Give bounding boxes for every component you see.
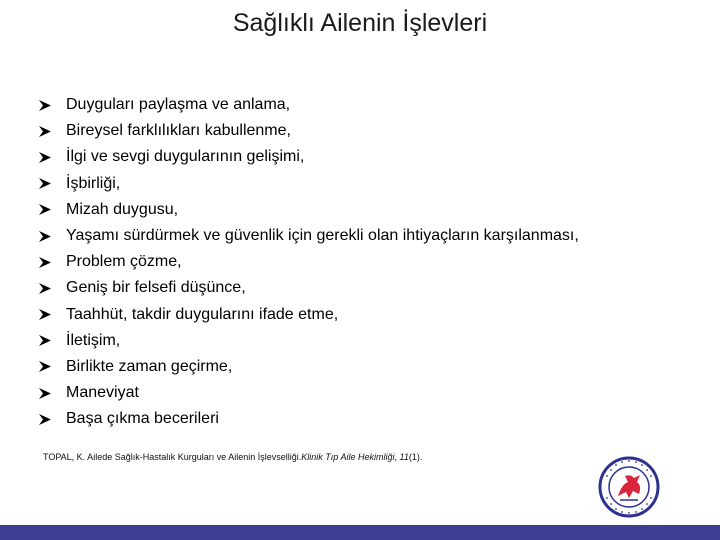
list-item-text: İlgi ve sevgi duygularının gelişimi, [66,148,305,166]
list-item [38,249,579,275]
list-item [38,171,579,197]
list-item [38,302,579,328]
list-item [38,354,579,380]
citation-issue: (1). [408,452,423,462]
list-item-text: Geniş bir felsefi düşünce, [66,279,246,297]
list-item-text: Maneviyat [66,384,139,402]
list-item [38,328,579,354]
bullet-list [38,92,579,432]
arrowhead-bullet-icon [38,308,66,321]
arrowhead-bullet-icon [38,360,66,373]
arrowhead-bullet-icon [38,203,66,216]
arrowhead-bullet-icon [38,256,66,269]
arrowhead-bullet-icon [38,230,66,243]
list-item-text: Taahhüt, takdir duygularını ifade etme, [66,305,339,323]
list-item [38,223,579,249]
arrowhead-bullet-icon [38,151,66,164]
footer-bar [0,525,720,540]
citation-authors-title: TOPAL, K. Ailede Sağlık-Hastalık Kurguları ve Ailenin İşlevselliği. [43,452,302,462]
list-item [38,92,579,118]
citation-journal: Klinik Tıp Aile Hekimliği [301,452,395,462]
list-item-text: Duyguları paylaşma ve anlama, [66,96,291,114]
list-item-text: Başa çıkma becerileri [66,410,219,428]
arrowhead-bullet-icon [38,282,66,295]
list-item-text: Bireysel farklılıkları kabullenme, [66,122,291,140]
list-item [38,275,579,301]
citation-separator: , [394,452,400,462]
list-item [38,144,579,170]
arrowhead-bullet-icon [38,99,66,112]
list-item-text: İletişim, [66,331,121,349]
arrowhead-bullet-icon [38,125,66,138]
list-item-text: Problem çözme, [66,253,182,271]
list-item [38,118,579,144]
university-seal-logo [598,456,660,518]
citation-volume: 11 [399,452,409,462]
page-title: Sağlıklı Ailenin İşlevleri [232,9,488,37]
list-item [38,197,579,223]
list-item [38,380,579,406]
arrowhead-bullet-icon [38,177,66,190]
citation [43,452,422,462]
arrowhead-bullet-icon [38,334,66,347]
list-item-text: Birlikte zaman geçirme, [66,357,233,375]
list-item-text: İşbirliği, [66,174,121,192]
list-item-text: Mizah duygusu, [66,200,179,218]
arrowhead-bullet-icon [38,413,66,426]
list-item-text: Yaşamı sürdürmek ve güvenlik için gerekli olan ihtiyaçların karşılanması, [66,227,579,245]
list-item [38,406,579,432]
arrowhead-bullet-icon [38,387,66,400]
